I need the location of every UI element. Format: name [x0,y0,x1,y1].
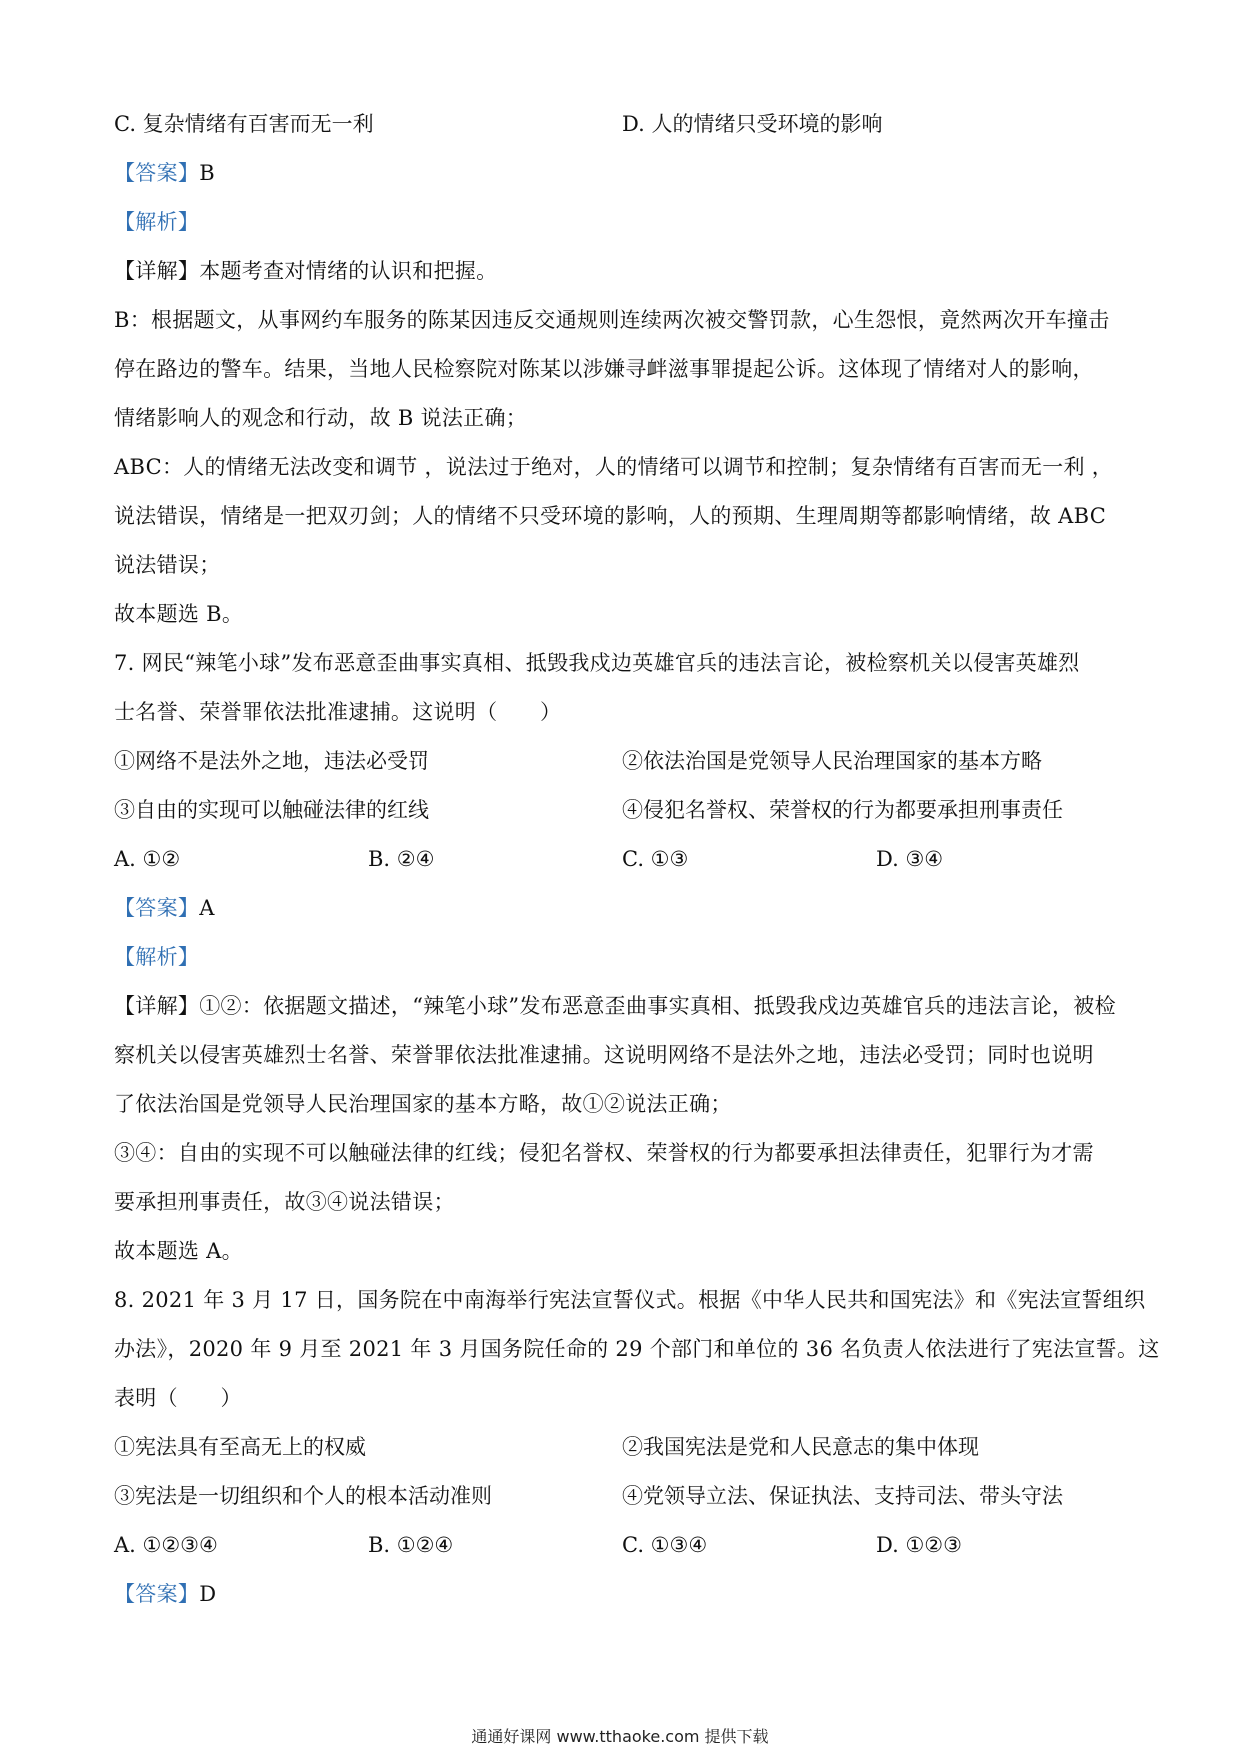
q6-analysis-tag: 【解析】 [114,210,200,234]
q8-statements-row [114,1423,1130,1472]
answer-tag: 【答案】 [114,1582,200,1606]
answer-value: D [199,1582,217,1606]
q8-choice-a: A. ①②③④ [114,1533,218,1557]
q7-statement-1: ①网络不是法外之地，违法必受罚 [114,749,429,773]
q8-statement-1: ①宪法具有至高无上的权威 [114,1435,366,1459]
q8-statements-row [114,1472,1130,1521]
q7-detail-line: 了依法治国是党领导人民治理国家的基本方略，故①②说法正确； [114,1092,732,1116]
q6-detail-line: B：根据题文，从事网约车服务的陈某因违反交通规则连续两次被交警罚款，心生怨恨，竟然两次开车撞击 [114,308,1110,332]
q6-option-c: C. 复杂情绪有百害而无一利 [114,112,374,136]
q6-detail-line: 说法错误，情绪是一把双刃剑；人的情绪不只受环境的影响，人的预期、生理周期等都影响情绪，故 ABC [114,504,1107,528]
q8-choice-c: C. ①③④ [622,1533,708,1557]
q7-statement-2: ②依法治国是党领导人民治理国家的基本方略 [622,749,1042,773]
q7-detail-line: 要承担刑事责任，故③④说法错误； [114,1190,455,1214]
answer-tag: 【答案】 [114,161,200,185]
q7-detail-line: 故本题选 A。 [114,1239,243,1263]
q8-statement-3: ③宪法是一切组织和个人的根本活动准则 [114,1484,492,1508]
q7-statements-row [114,786,1130,835]
document-page [114,100,1160,1619]
q8-stem-line: 办法》，2020 年 9 月至 2021 年 3 月国务院任命的 29 个部门和单位的 36 名负责人依法进行了宪法宣誓。这 [114,1337,1160,1361]
q7-detail-line: ③④：自由的实现不可以触碰法律的红线；侵犯名誉权、荣誉权的行为都要承担法律责任，犯罪行为才需 [114,1141,1094,1165]
q6-detail-line: 说法错误； [114,553,221,577]
q7-choice-a: A. ①② [114,847,181,871]
q7-analysis-tag: 【解析】 [114,945,200,969]
q6-answer [114,149,1130,198]
q8-choice-b: B. ①②④ [368,1533,454,1557]
answer-value: B [199,161,215,185]
q7-detail-line: 【详解】①②：依据题文描述，“辣笔小球”发布恶意歪曲事实真相、抵毁我戍边英雄官兵的违法言论，被检 [114,994,1116,1018]
q7-statement-3: ③自由的实现可以触碰法律的红线 [114,798,429,822]
q7-choice-d: D. ③④ [876,847,944,871]
q8-stem-line: 8. 2021 年 3 月 17 日，国务院在中南海举行宪法宣誓仪式。根据《中华人民共和国宪法》和《宪法宣誓组织 [114,1288,1146,1312]
q7-detail-line: 察机关以侵害英雄烈士名誉、荣誉罪依法批准逮捕。这说明网络不是法外之地，违法必受罚；同时也说明 [114,1043,1094,1067]
answer-tag: 【答案】 [114,896,200,920]
q7-choice-b: B. ②④ [368,847,435,871]
q7-statement-4: ④侵犯名誉权、荣誉权的行为都要承担刑事责任 [622,798,1063,822]
q8-choice-d: D. ①②③ [876,1533,962,1557]
q6-detail-line: 停在路边的警车。结果，当地人民检察院对陈某以涉嫌寻衅滋事罪提起公诉。这体现了情绪对人的影响， [114,357,1094,381]
q6-option-d: D. 人的情绪只受环境的影响 [622,112,883,136]
q8-statement-4: ④党领导立法、保证执法、支持司法、带头守法 [622,1484,1063,1508]
q6-detail-line: 故本题选 B。 [114,602,244,626]
q8-statement-2: ②我国宪法是党和人民意志的集中体现 [622,1435,979,1459]
q8-answer [114,1570,1130,1619]
q6-options-cd [114,100,1130,149]
q8-choices-row [114,1521,1130,1570]
q7-stem-line: 士名誉、荣誉罪依法批准逮捕。这说明（ ） [114,700,562,724]
q8-stem-line: 表明（ ） [114,1386,242,1410]
q7-statements-row [114,737,1130,786]
q7-answer [114,884,1130,933]
q7-choices-row [114,835,1130,884]
answer-value: A [199,896,215,920]
q6-detail-line: 情绪影响人的观念和行动，故 B 说法正确； [114,406,528,430]
q6-detail-line: 【详解】本题考查对情绪的认识和把握。 [114,259,498,283]
q6-detail-line: ABC：人的情绪无法改变和调节 ，说法过于绝对，人的情绪可以调节和控制；复杂情绪有百害而无一利 ， [114,455,1114,479]
page-footer: 通通好课网 www.tthaoke.com 提供下载 [471,1727,769,1746]
q7-stem-line: 7. 网民“辣笔小球”发布恶意歪曲事实真相、抵毁我戍边英雄官兵的违法言论，被检察机关以侵害英雄烈 [114,651,1080,675]
q7-choice-c: C. ①③ [622,847,689,871]
